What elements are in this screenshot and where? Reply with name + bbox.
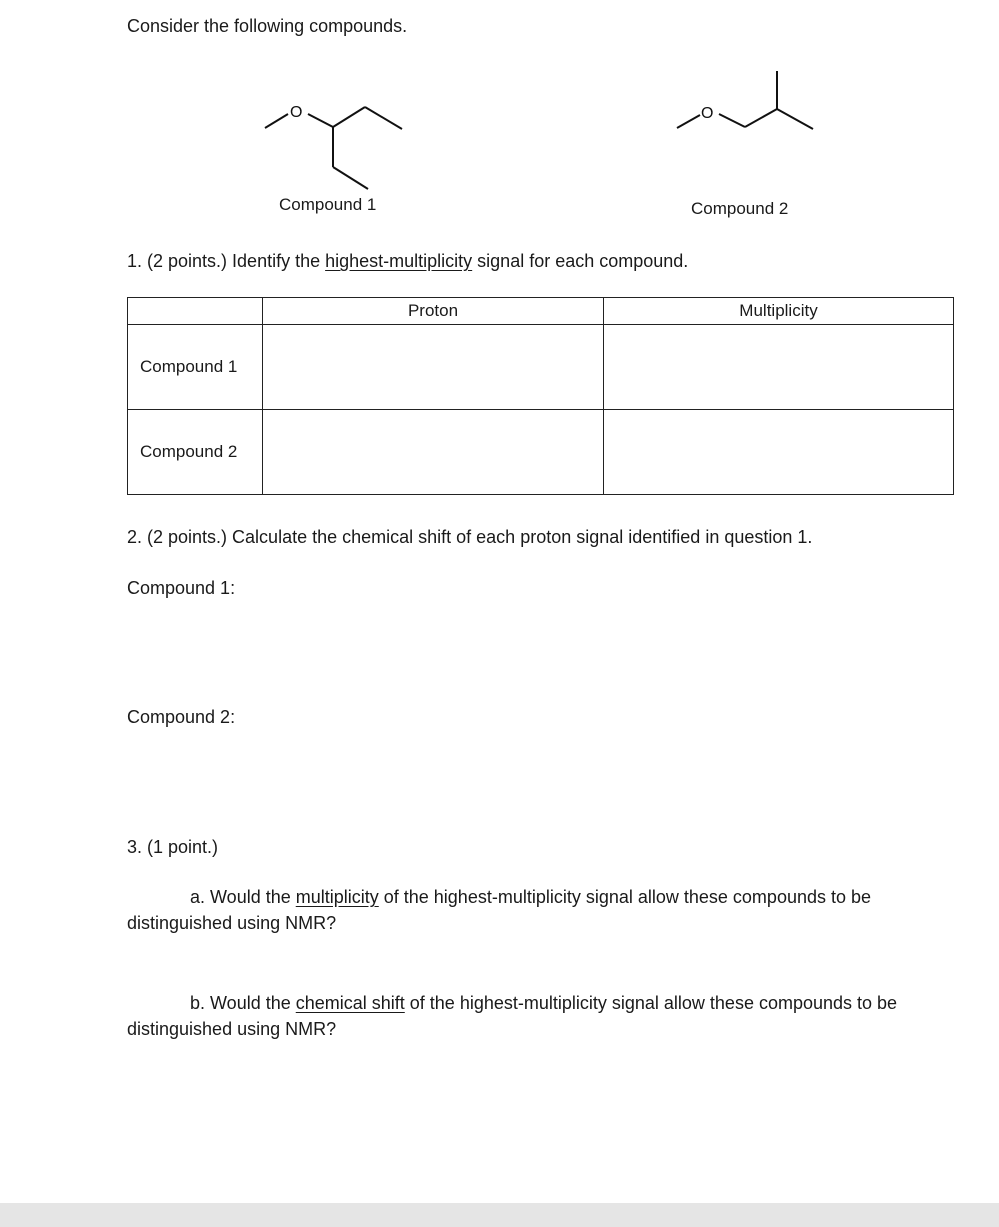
table-header-multiplicity: Multiplicity	[604, 298, 954, 325]
question-1	[127, 252, 688, 270]
question-3a-emphasis: multiplicity	[295, 887, 379, 907]
bond	[719, 114, 745, 127]
proton-answer-cell[interactable]	[263, 410, 604, 495]
bond	[265, 114, 288, 128]
bond	[677, 115, 700, 128]
question-3a-prefix: a. Would the	[190, 887, 296, 907]
bottom-bar	[0, 1203, 999, 1227]
bond	[333, 107, 365, 127]
question-3a	[127, 884, 957, 936]
compound-1-answer-label: Compound 1:	[127, 578, 236, 598]
question-3b	[127, 990, 957, 1042]
table-row	[128, 325, 954, 410]
question-2: 2. (2 points.) Calculate the chemical shift of each proton signal identified in question 1.	[127, 527, 813, 547]
oxygen-atom-label: O	[701, 105, 714, 122]
question-1-emphasis: highest-multiplicity	[325, 251, 473, 271]
row-label: Compound 2	[128, 410, 263, 495]
bond	[777, 109, 813, 129]
answer-table	[127, 297, 954, 495]
multiplicity-answer-cell[interactable]	[604, 325, 954, 410]
oxygen-atom-label: O	[290, 104, 303, 121]
compound-2-structure	[665, 65, 825, 140]
question-3a-suffix: of the highest-multiplicity signal allow these compounds to be distinguished using NMR?	[127, 887, 872, 933]
bond	[745, 109, 777, 127]
intro-text: Consider the following compounds.	[127, 16, 408, 36]
bond	[333, 167, 368, 189]
table-header-row	[128, 298, 954, 325]
question-3b-suffix: of the highest-multiplicity signal allow these compounds to be distinguished using NMR?	[127, 993, 898, 1039]
row-label: Compound 1	[128, 325, 263, 410]
question-1-prefix: 1. (2 points.) Identify the	[127, 251, 326, 271]
multiplicity-answer-cell[interactable]	[604, 410, 954, 495]
compound-1-caption: Compound 1	[279, 195, 377, 214]
compound-2-answer-label: Compound 2:	[127, 707, 236, 727]
question-1-suffix: signal for each compound.	[472, 251, 689, 271]
bond	[365, 107, 402, 129]
compound-1-structure	[255, 85, 415, 195]
question-3-heading: 3. (1 point.)	[127, 837, 219, 857]
question-3b-prefix: b. Would the	[190, 993, 296, 1013]
proton-answer-cell[interactable]	[263, 325, 604, 410]
bond	[308, 114, 333, 127]
question-3b-emphasis: chemical shift	[295, 993, 405, 1013]
table-row	[128, 410, 954, 495]
table-header-proton: Proton	[263, 298, 604, 325]
compound-2-caption: Compound 2	[691, 199, 789, 218]
table-header-corner	[128, 298, 263, 325]
